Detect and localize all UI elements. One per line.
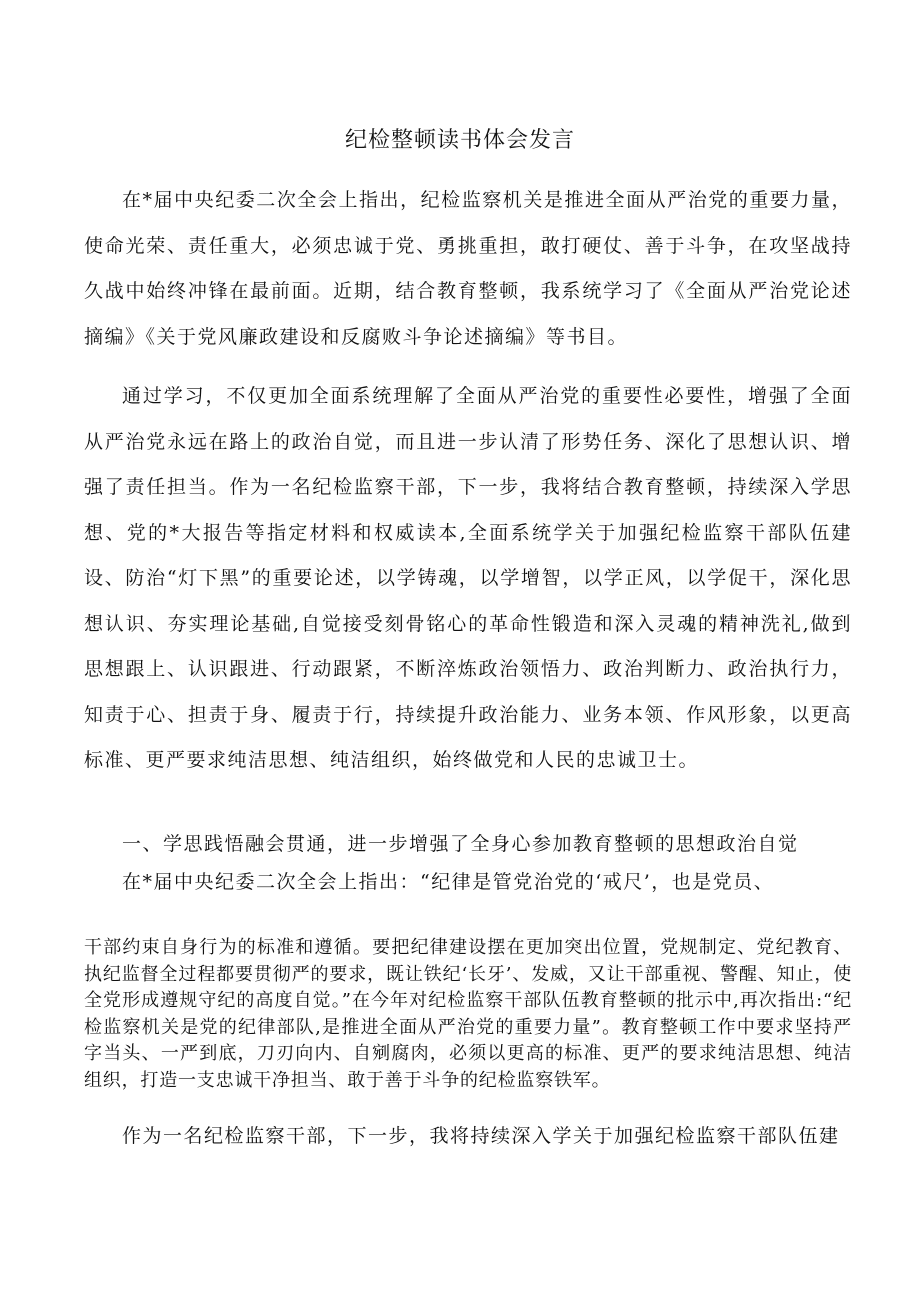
paragraph-discipline-continued: 干部约束自身行为的标准和遵循。要把纪律建设摆在更加突出位置，党规制定、党纪教育、执纪监督全过程都要贯彻严的要求，既让铁纪‘长牙’、发威，又让干部重视、警醒、知止，使全党形成遵规守纪的高度自觉。”在今年对纪检监察干部队伍教育整顿的批示中,再次指出:“纪检监察机关是党的纪律部队,是推进全面从严治党的重要力量”。教育整顿工作中要求坚持严字当头、一严到底，刀刃向内、自剜腐肉，必须以更高的标准、更严的要求纯洁思想、纯洁组织，打造一支忠诚干净担当、敢于善于斗争的纪检监察铁军。: [84, 937, 852, 1091]
paragraph-intro: 在*届中央纪委二次全会上指出，纪检监察机关是推进全面从严治党的重要力量，使命光荣、责任重大，必须忠诚于党、勇挑重担，敢打硬仗、善于斗争，在攻坚战持久战中始终冲锋在最前面。近期，结合教育整顿，我系统学习了《全面从严治党论述摘编》《关于党风廉政建设和反腐败斗争论述摘编》等书目。: [84, 189, 852, 348]
document-title: 纪检整顿读书体会发言: [344, 128, 575, 153]
paragraph-discipline-start: 在*届中央纪委二次全会上指出：“纪律是管党治党的‘戒尺’，也是党员、: [122, 871, 775, 893]
paragraph-next-step: 作为一名纪检监察干部，下一步，我将持续深入学关于加强纪检监察干部队伍建: [122, 1125, 840, 1147]
section-heading-1: 一、学思践悟融会贯通，进一步增强了全身心参加教育整顿的思想政治自觉: [122, 833, 799, 855]
paragraph-study: 通过学习，不仅更加全面系统理解了全面从严治党的重要性必要性，增强了全面从严治党永远在路上的政治自觉，而且进一步认清了形势任务、深化了思想认识、增强了责任担当。作为一名纪检监察干部，下一步，我将结合教育整顿，持续深入学思想、党的*大报告等指定材料和权威读本,全面系统学关于加强纪检监察干部队伍建设、防治“灯下黑”的重要论述，以学铸魂，以学增智，以学正风，以学促干，深化思想认识、夯实理论基础,自觉接受刻骨铭心的革命性锻造和深入灵魂的精神洗礼,做到思想跟上、认识跟进、行动跟紧，不断淬炼政治领悟力、政治判断力、政治执行力，知责于心、担责于身、履责于行，持续提升政治能力、业务本领、作风形象，以更高标准、更严要求纯洁思想、纯洁组织，始终做党和人民的忠诚卫士。: [84, 385, 852, 771]
